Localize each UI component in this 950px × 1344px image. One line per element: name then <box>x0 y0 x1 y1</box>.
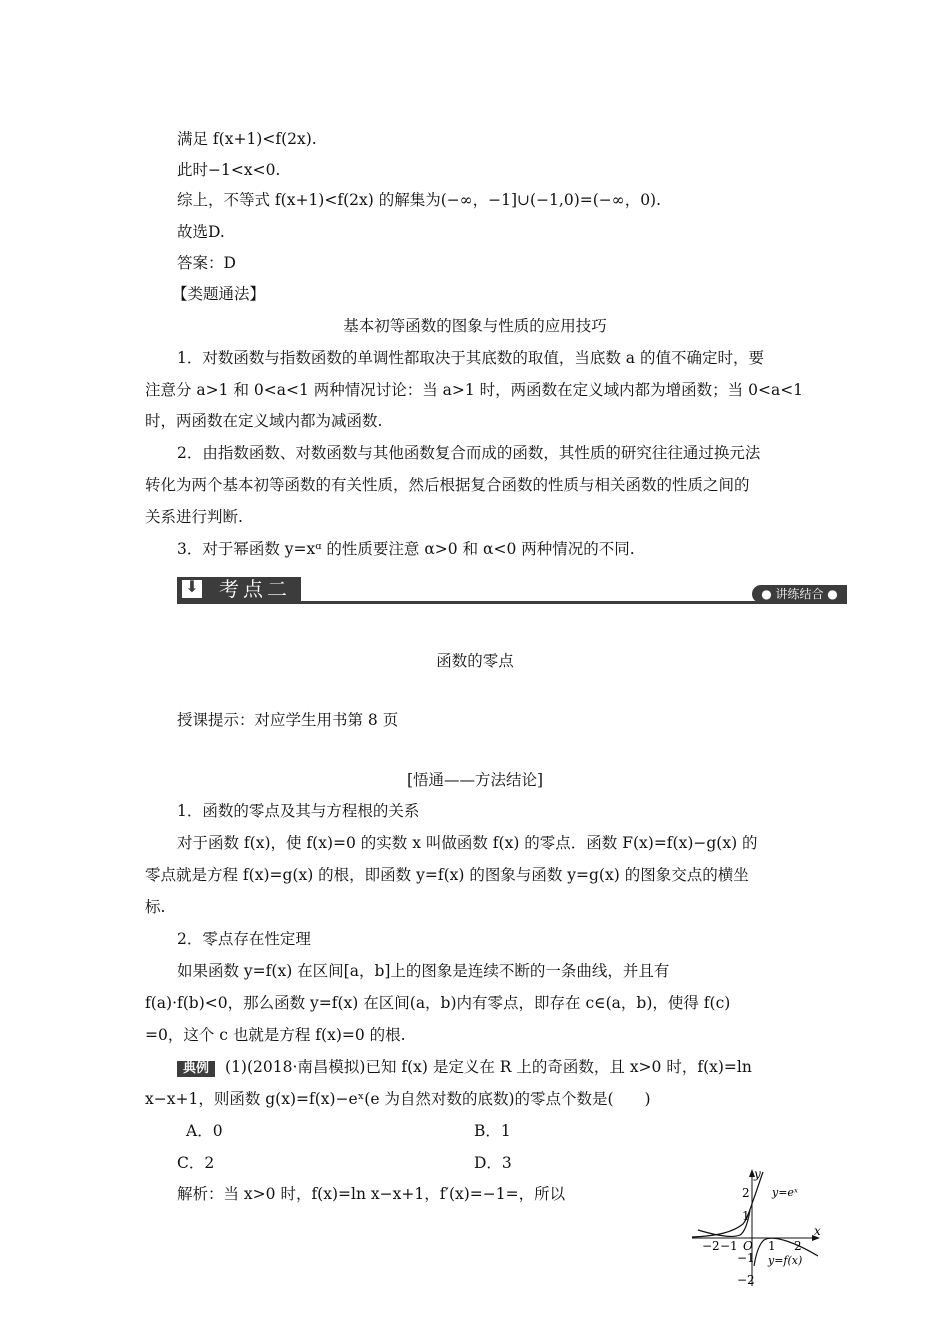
example-tag: 典例 <box>177 1061 215 1077</box>
banner-title: 考点二 <box>219 577 291 601</box>
y-tick-label: −1 <box>737 1251 755 1265</box>
section-heading: 【类题通法】 <box>172 285 266 303</box>
text-line: 2．零点存在性定理 <box>177 930 311 948</box>
text-line: 故选D. <box>177 223 225 241</box>
x-tick-label: 2 <box>794 1239 802 1253</box>
text-line: 时，两函数在定义域内都为减函数. <box>145 412 383 430</box>
curve-exp-label: y=eˣ <box>772 1186 798 1199</box>
x-axis-label: x <box>814 1224 821 1238</box>
option-a: A．0 <box>186 1122 223 1140</box>
banner-tag: ● 讲练结合 ● <box>752 585 847 603</box>
text-line: 3．对于幂函数 y=xᵅ 的性质要注意 α>0 和 α<0 两种情况的不同. <box>177 540 635 558</box>
x-tick-label: −1 <box>720 1239 738 1253</box>
y-tick-label: −2 <box>737 1273 755 1287</box>
y-axis-label: y <box>754 1167 761 1181</box>
down-arrow-icon: ⬇ <box>182 580 202 598</box>
example-line <box>177 1057 752 1077</box>
text-line: 1．对数函数与指数函数的单调性都取决于其底数的取值，当底数 a 的值不确定时，要 <box>177 349 764 367</box>
option-b: B．1 <box>474 1122 511 1140</box>
y-tick-label: 1 <box>742 1209 750 1223</box>
y-tick-label: 2 <box>742 1186 750 1200</box>
x-tick-label: −2 <box>702 1239 720 1253</box>
text-line: 此时−1<x<0. <box>177 161 281 179</box>
origin-label: O <box>743 1239 753 1253</box>
text-line: 2．由指数函数、对数函数与其他函数复合而成的函数，其性质的研究往往通过换元法 <box>177 444 761 462</box>
text-line: =0，这个 c 也就是方程 f(x)=0 的根. <box>145 1026 406 1044</box>
question-text: (1)(2018·南昌模拟)已知 f(x) 是定义在 R 上的奇函数，且 x>0 时，f(x)=ln <box>225 1058 752 1076</box>
text-line: 注意分 a>1 和 0<a<1 两种情况讨论：当 a>1 时，两函数在定义域内都为增函数；当 0<a<1 <box>145 381 804 399</box>
text-line: 标. <box>145 898 166 916</box>
text-line: 对于函数 f(x)，使 f(x)=0 的实数 x 叫做函数 f(x) 的零点．函数 F(x)=f(x)−g(x) 的 <box>177 834 758 852</box>
text-line: f(a)·f(b)<0，那么函数 y=f(x) 在区间(a，b)内有零点，即存在 c∈(a，b)，使得 f(c) <box>145 994 731 1012</box>
hint-line: 授课提示：对应学生用书第 8 页 <box>177 711 399 729</box>
x-tick-label: 1 <box>768 1239 776 1253</box>
text-line: 综上，不等式 f(x+1)<f(2x) 的解集为(−∞，−1]∪(−1,0)=(−∞，0). <box>177 191 662 209</box>
text-line: 零点就是方程 f(x)=g(x) 的根，即函数 y=f(x) 的图象与函数 y=g(x) 的图象交点的横坐 <box>145 866 749 884</box>
banner-bar <box>177 577 301 601</box>
text-line: 转化为两个基本初等函数的有关性质，然后根据复合函数的性质与相关函数的性质之间的 <box>145 476 750 494</box>
text-line: 如果函数 y=f(x) 在区间[a，b]上的图象是连续不断的一条曲线，并且有 <box>177 962 670 980</box>
text-line: x−x+1，则函数 g(x)=f(x)−eˣ(e 为自然对数的底数)的零点个数是( ) <box>145 1090 651 1108</box>
text-line: 关系进行判断. <box>145 508 243 526</box>
function-graph <box>688 1166 838 1290</box>
curve-f-label: y=f(x) <box>768 1254 803 1267</box>
text-line: 1．函数的零点及其与方程根的关系 <box>177 802 420 820</box>
text-line: 解析：当 x>0 时，f(x)=ln x−x+1，f′(x)=−1=，所以 <box>177 1185 566 1203</box>
option-d: D．3 <box>474 1154 512 1172</box>
divider <box>177 601 847 604</box>
section-title: 函数的零点 <box>436 652 514 670</box>
method-title: 基本初等函数的图象与性质的应用技巧 <box>343 317 607 335</box>
option-c: C．2 <box>177 1154 215 1172</box>
subtitle: [悟通——方法结论] <box>406 771 544 789</box>
section-banner <box>177 577 847 607</box>
text-line: 满足 f(x+1)<f(2x). <box>177 130 317 148</box>
text-line: 答案：D <box>177 254 236 272</box>
